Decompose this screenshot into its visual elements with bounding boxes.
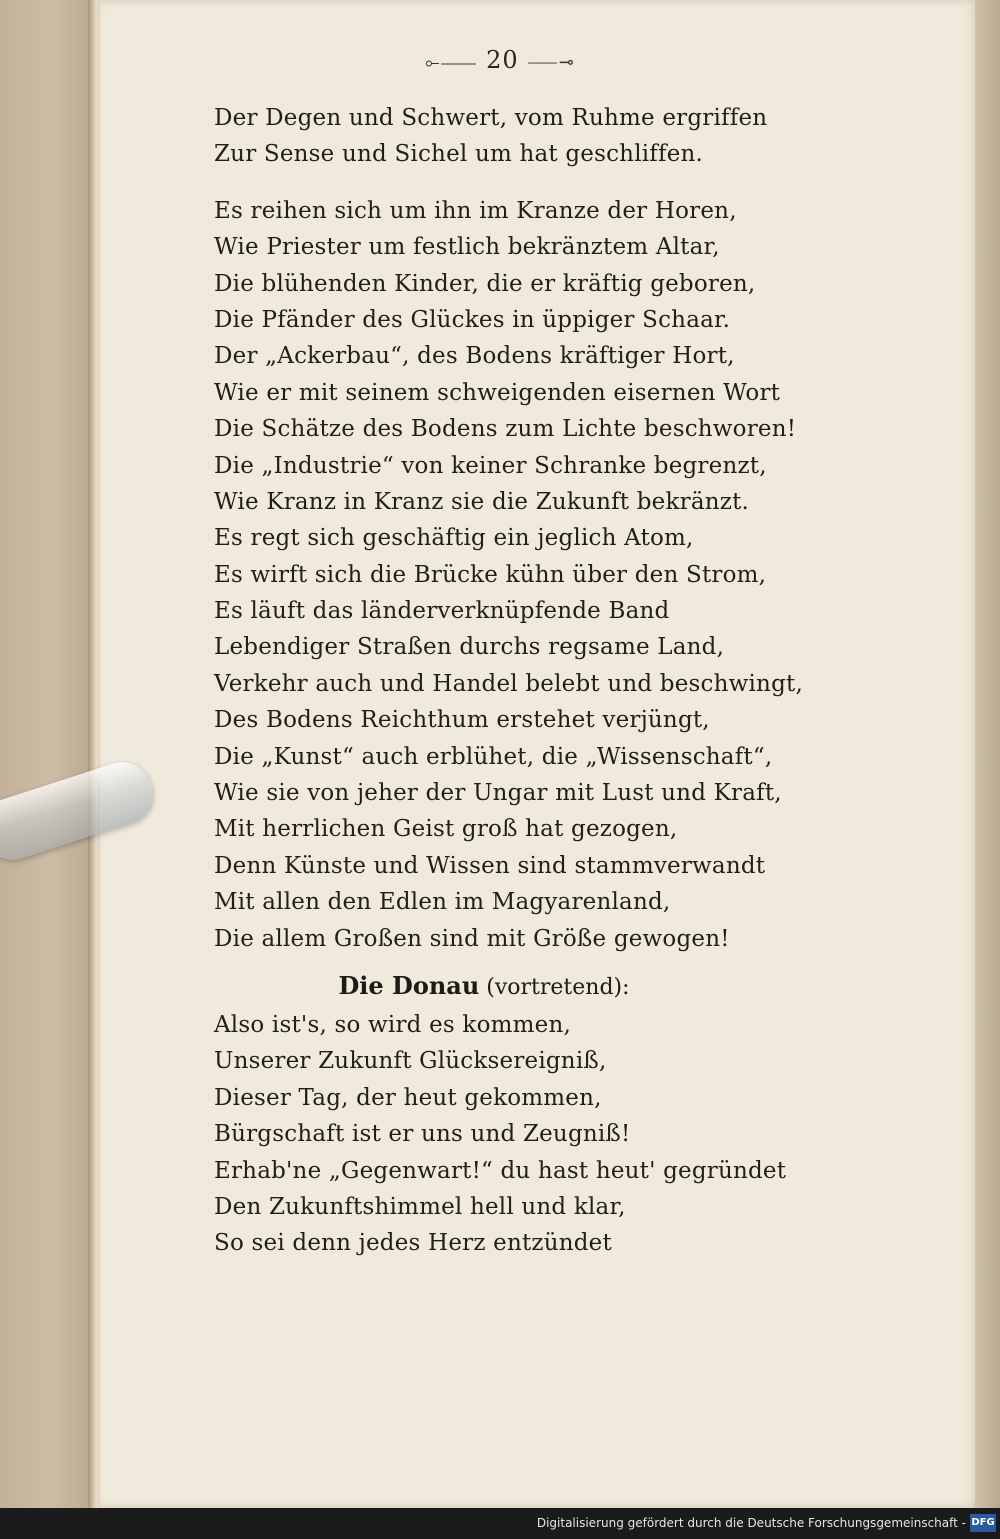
- poem-line: Mit herrlichen Geist groß hat gezogen,: [214, 816, 678, 843]
- poem-line: Der Degen und Schwert, vom Ruhme ergriffen: [214, 105, 768, 131]
- poem-line: Es wirft sich die Brücke kühn über den Strom,: [214, 561, 767, 588]
- poem-line: Des Bodens Reichthum erstehet verjüngt,: [214, 707, 710, 734]
- poem-line: Zur Sense und Sichel um hat geschliffen.: [214, 141, 704, 168]
- poem-line: Es reihen sich um ihn im Kranze der Horen,: [214, 197, 737, 224]
- speaker-heading: [214, 957, 754, 1007]
- poem-line: Erhab'ne „Gegenwart!“ du hast heut' gegründet: [214, 1157, 787, 1184]
- poem-line: Mit allen den Edlen im Magyarenland,: [214, 889, 671, 916]
- poem-line: Den Zukunftshimmel hell und klar,: [214, 1193, 626, 1220]
- book-cover-board: [0, 0, 92, 1508]
- poem-line: Es regt sich geschäftig ein jeglich Atom,: [214, 525, 694, 552]
- poem-line: Dieser Tag, der heut gekommen,: [214, 1084, 602, 1111]
- stage-direction: (vortretend):: [486, 974, 630, 1000]
- poem-line: Die blühenden Kinder, die er kräftig geboren,: [214, 270, 756, 297]
- ornament-left-icon: ⟜⸺: [425, 52, 478, 73]
- poem-line: Denn Künste und Wissen sind stammverwandt: [214, 852, 766, 879]
- poem-line: Die Schätze des Bodens zum Lichte beschworen!: [214, 416, 797, 443]
- footer-bar: [0, 1508, 1000, 1539]
- poem-line: Die „Industrie“ von keiner Schranke begrenzt,: [214, 452, 767, 479]
- funding-credit: Digitalisierung gefördert durch die Deutsche Forschungsgemeinschaft -: [536, 1516, 966, 1530]
- poem-line: Die allem Großen sind mit Größe gewogen!: [214, 925, 730, 952]
- poem-line: Lebendiger Straßen durchs regsame Land,: [214, 634, 725, 661]
- speaker-name: Die Donau: [338, 970, 480, 1000]
- poem-line: Also ist's, so wird es kommen,: [214, 1011, 571, 1038]
- poem-line: Der „Ackerbau“, des Bodens kräftiger Hort,: [214, 343, 735, 370]
- page-right-edge: [975, 0, 1000, 1508]
- poem-line: Verkehr auch und Handel belebt und beschwingt,: [214, 670, 803, 697]
- poem-line: Wie Kranz in Kranz sie die Zukunft bekränzt.: [214, 488, 750, 515]
- page-number-value: 20: [486, 46, 519, 74]
- dfg-logo: DFG: [970, 1514, 996, 1532]
- poem-line: Wie Priester um festlich bekränztem Altar,: [214, 234, 720, 261]
- poem-line: Die „Kunst“ auch erblühet, die „Wissenschaft“,: [214, 743, 773, 770]
- poem-line: Wie sie von jeher der Ungar mit Lust und Kraft,: [214, 780, 782, 807]
- poem-line: So sei denn jedes Herz entzündet: [214, 1230, 612, 1257]
- page-number: [0, 46, 1000, 74]
- poem-line: Es läuft das länderverknüpfende Band: [214, 598, 670, 625]
- poem-line: Unserer Zukunft Glücksereigniß,: [214, 1048, 607, 1075]
- poem-line: Bürgschaft ist er uns und Zeugniß!: [214, 1121, 631, 1148]
- ornament-right-icon: ⸺⊸: [527, 52, 575, 73]
- stanza-gap: [214, 173, 754, 193]
- poem-line: Wie er mit seinem schweigenden eisernen Wort: [214, 379, 781, 406]
- poem-text: [214, 100, 803, 1262]
- poem-line: Die Pfänder des Glückes in üppiger Schaar.: [214, 306, 731, 333]
